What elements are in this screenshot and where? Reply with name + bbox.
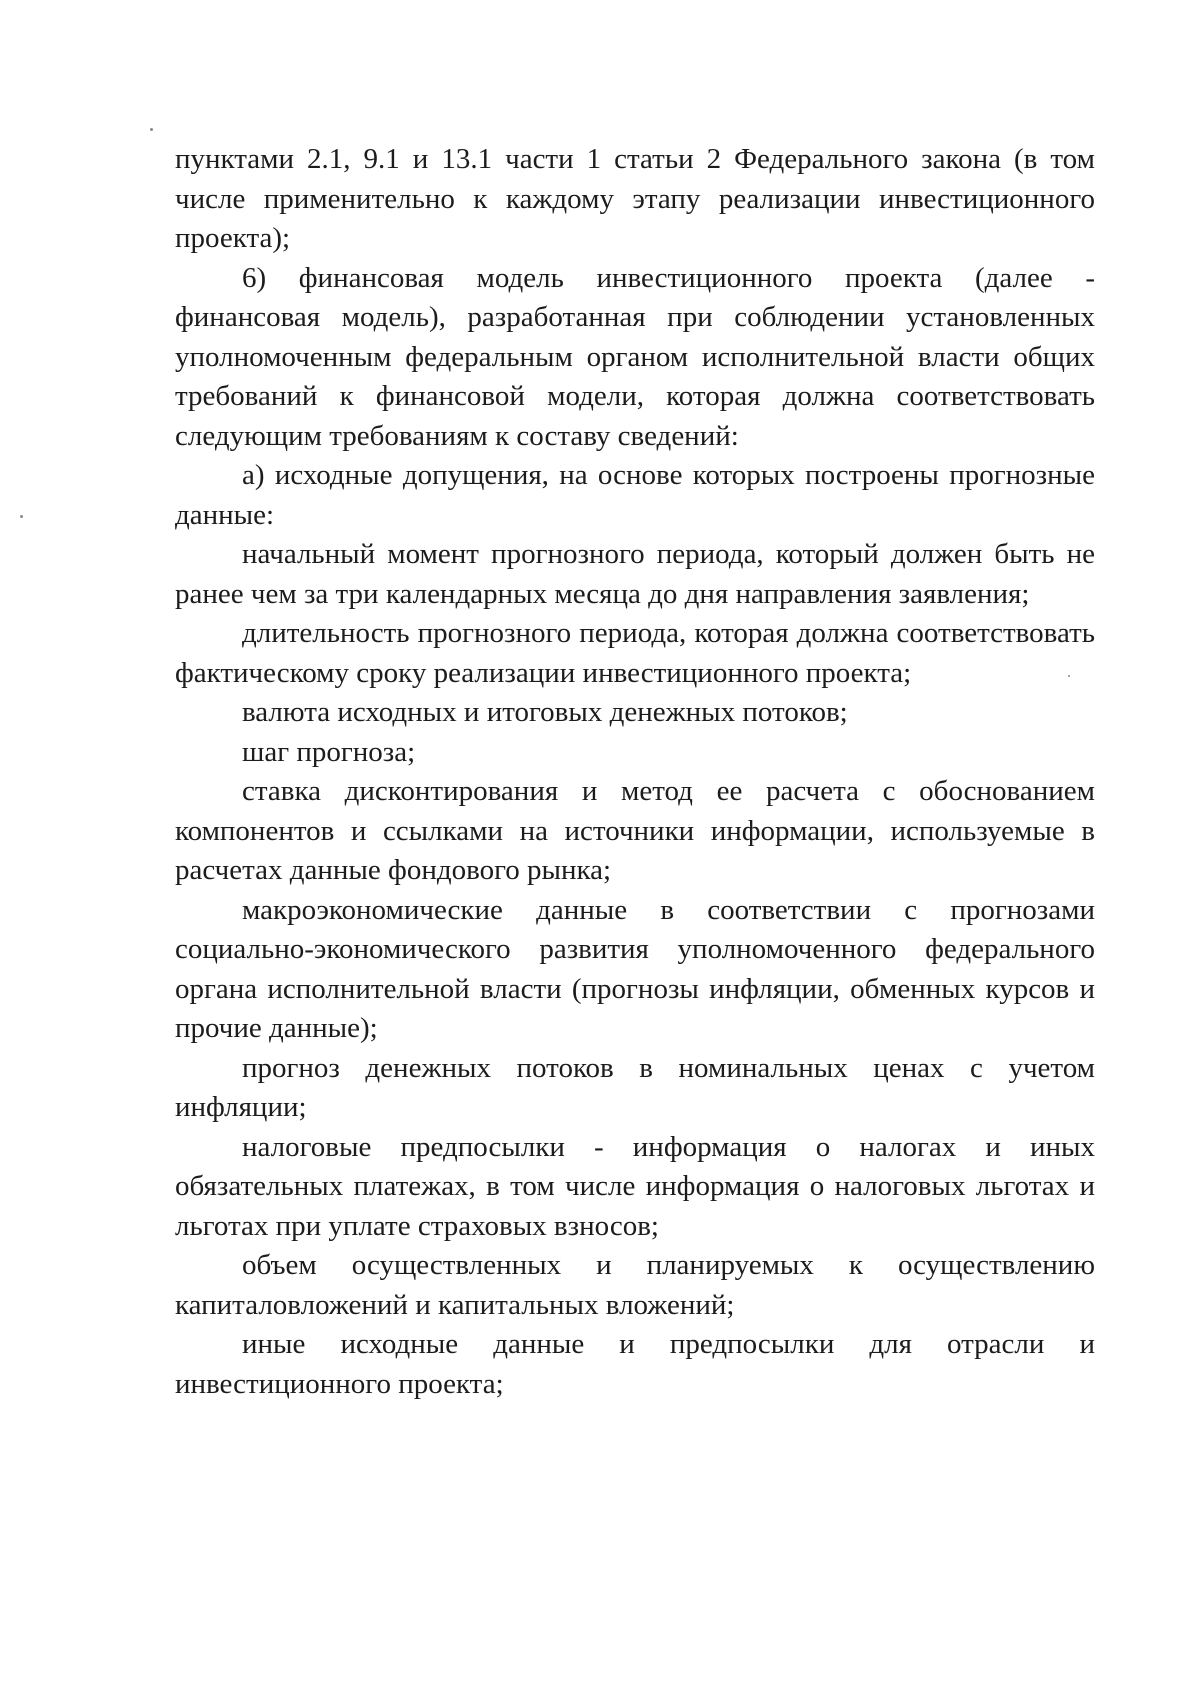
paragraph-11: налоговые предпосылки - информация о налогах и иных обязательных платежах, в том числе информация о налоговых льготах и льготах при уплате страховых взносов; xyxy=(175,1130,1095,1242)
paragraph-10: прогноз денежных потоков в номинальных ценах с учетом инфляции; xyxy=(175,1051,1095,1123)
paragraph-8: ставка дисконтирования и метод ее расчета с обоснованием компонентов и ссылками на источники информации, используемые в расчетах данные фондового рынка; xyxy=(175,775,1095,886)
paragraph-6: валюта исходных и итоговых денежных потоков; xyxy=(242,696,848,728)
paragraph-12: объем осуществленных и планируемых к осуществлению капиталовложений и капитальных вложений; xyxy=(175,1249,1095,1321)
paragraph-13: иные исходные данные и предпосылки для отрасли и инвестиционного проекта; xyxy=(175,1328,1095,1400)
scan-speck xyxy=(150,128,153,131)
scan-speck xyxy=(20,515,23,518)
paragraph-3: а) исходные допущения, на основе которых построены прогнозные данные: xyxy=(175,459,1095,531)
paragraph-9: макроэкономические данные в соответствии с прогнозами социально-экономического развития уполномоченного федерального органа исполнительной власти (прогнозы инфляции, обменных курсов и прочие данные); xyxy=(175,893,1095,1044)
paragraph-2: 6) финансовая модель инвестиционного проекта (далее - финансовая модель), разработанная при соблюдении установленных уполномоченным федеральным органом исполнительной власти общих требований к финансовой модели, которая должна соответствовать следующим требованиям к составу сведений: xyxy=(175,261,1095,452)
paragraph-7: шаг прогноза; xyxy=(242,735,416,768)
paragraph-1: пунктами 2.1, 9.1 и 13.1 части 1 статьи 2 Федерального закона (в том числе применительно к каждому этапу реализации инвестиционного проекта); xyxy=(175,143,1095,254)
paragraph-5: длительность прогнозного периода, которая должна соответствовать фактическому сроку реализации инвестиционного проекта; xyxy=(175,617,1095,689)
paragraph-4: начальный момент прогнозного периода, который должен быть не ранее чем за три календарных месяца до дня направления заявления; xyxy=(175,538,1095,610)
document-body xyxy=(175,140,1095,1404)
